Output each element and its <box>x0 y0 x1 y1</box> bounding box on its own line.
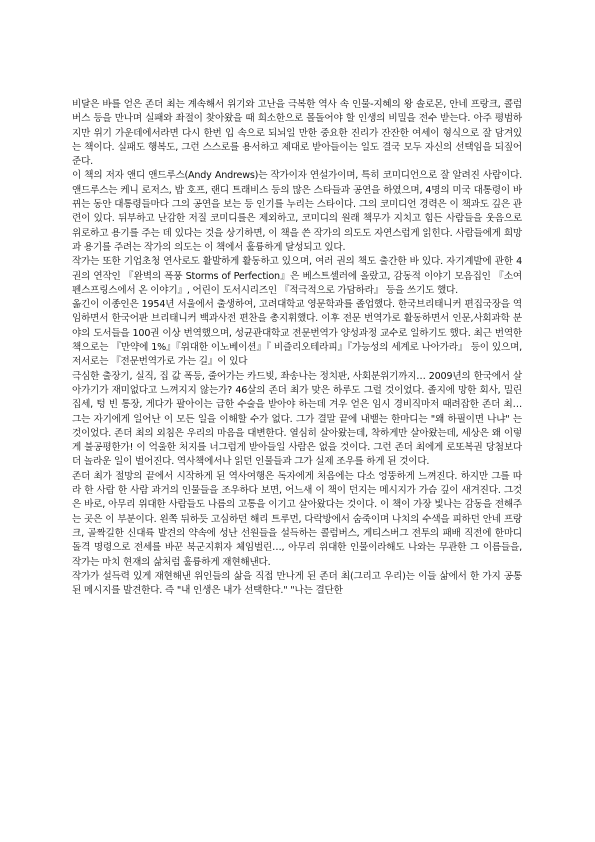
paragraph-author-works: 작가는 또한 기업초청 연사로도 활발하게 활동하고 있으며, 여러 권의 책도 출간한 바 있다. 자기계발에 관한 4권의 연작인 『완벽의 폭풍 Storms of Perfection』은 베스트셀러에 올랐고, 감동적 이야기 모음집인 『소여펜스프링스에서 온 이야기』, 어린이 도서시리즈인 『적극적으로 가담하라』 등을 쓰기도 했다. <box>72 256 522 296</box>
paragraph-message: 작가가 설득력 있게 재현해낸 위인들의 삶을 직접 만나게 된 존더 최(그리고 우리)는 이들 삶에서 한 가지 공통된 메시지를 발견한다. 즉 "내 인생은 내가 선택한다." "나는 결단한 <box>72 570 522 597</box>
paragraph-summary: 비달은 바를 얻은 존더 최는 계속해서 위기와 고난을 극복한 역사 속 인물-지혜의 왕 솔로몬, 안네 프랑크, 콜럼버스 등을 만나며 실패와 좌절이 찾아왔을 때 희소한으로 몰돌어야 할 인생의 비밀을 전수 받는다. 아주 평범하지만 위기 가운데에서라면 다시 한번 입 속으로 되뇌일 만한 중요한 진리가 잔잔한 여세이 형식으로 잘 담겨있는 책이다. 실패도 행복도, 그런 스스로를 용서하고 제대로 받아들이는 일도 결국 모두 자신의 선택임을 되짚어준다. <box>72 99 522 168</box>
paragraph-translator: 옮긴이 이종인은 1954년 서울에서 출생하여, 고려대학교 영문학과를 졸업했다. 한국브리태니커 편집국장을 역임하면서 한국어판 브리태니커 백과사전 편찬을 총지휘했다. 이후 전문 번역가로 활동하면서 인문,사회과학 분야의 도서들을 100권 이상 번역했으며, 성균관대학교 전문번역가 양성과정 교수로 일하기도 했다. 최근 번역한 책으로는 『만약에 1%』『위대한 이노베이션』『 비즐리오테라피』『가능성의 세계로 나아가라』 등이 있으며, 저서로는 『전문번역가로 가는 길』이 있다 <box>72 299 522 368</box>
paragraph-author-intro: 이 책의 저자 앤디 앤드루스(Andy Andrews)는 작가이자 연설가이며, 특히 코미디언으로 잘 알려진 사람이다. 앤드루스는 케니 로저스, 밥 호프, 랜디 트래비스 등의 많은 스타들과 공연을 하였으며, 4명의 미국 대통령이 바뀌는 동안 대통령들마다 그의 공연을 보는 등 인기를 누리는 스타이다. 그의 코미디언 경력은 이 책과도 깊은 관련이 있다. 뒤부하고 난감한 저질 코미디를은 제외하고, 코미디의 원래 책무가 지치고 힘든 사람들을 웃음으로 위로하고 용기를 주는 데 있다는 것을 상기하면, 이 책을 쓴 작가의 의도도 자연스럽게 읽힌다. 사람들에게 희망과 용기를 주려는 작가의 의도는 이 책에서 훌륭하게 달성되고 있다. <box>72 170 522 253</box>
body-text <box>72 98 522 598</box>
paragraph-story-setup: 극심한 출장기, 실직, 집 값 폭등, 줄어가는 카드빚, 좌송나는 정치판, 사회분위기까지… 2009년의 한국에서 살아가기가 재미없다고 느껴지지 않는가? 46살의 존더 최가 맞은 하루도 그럴 것이었다. 졸지에 망한 회사, 밀린 집세, 텅 빈 통장, 게다가 팔아이는 급한 수술을 받아야 하는데 겨우 얻은 임시 경비직마저 때려잡한 존더 최… 그는 자기에게 일어난 이 모든 일을 이해할 수가 없다. 그가 결말 끝에 내뱉는 한마디는 "왜 하필이면 나냐" 는 것이었다. 존더 최의 외침은 우리의 마음을 대변한다. 열심히 살아왔는데, 착하게만 살아왔는데, 세상은 왜 이렇게 불공평한가! 이 억울한 처지를 너그럽게 받아들일 사람은 없을 것이다. 그런 존더 최에게 로또복권 당첨보다 더 놀라운 일이 벌어진다. 역사책에서나 읽던 인물들과 그가 실제 조우를 하게 된 것이다. <box>72 370 522 468</box>
paragraph-history-journey: 존더 최가 절망의 끝에서 시작하게 된 역사여행은 독자에게 처음에는 다소 엉뚱하게 느껴진다. 하지만 그를 따라 한 사람 한 사람 과거의 인물들을 조우하다 보면, 어느새 이 책이 던지는 메시지가 가슴 깊이 새겨진다. 그것은 바로, 아무리 위대한 사람들도 나름의 고통을 이기고 살아왔다는 것이다. 이 책이 가장 빛나는 감동을 전해주는 곳은 이 부분이다. 왼쪽 뒤하듯 고심하던 해리 트루먼, 다락방에서 숨죽이며 나치의 수색을 피하던 안네 프랑크, 골짝길한 신대륙 발견의 약속에 성난 선원들을 설득하는 콜럼버스, 게티스버그 전투의 패배 직전에 한마디 돌격 명령으로 전세를 바꾼 북군지휘자 체임벌린…, 아무리 위대한 인물이라해도 나와는 무관한 그 이름들을, 작가는 마치 현재의 삶처럼 훌륭하게 재현해낸다. <box>72 470 522 568</box>
